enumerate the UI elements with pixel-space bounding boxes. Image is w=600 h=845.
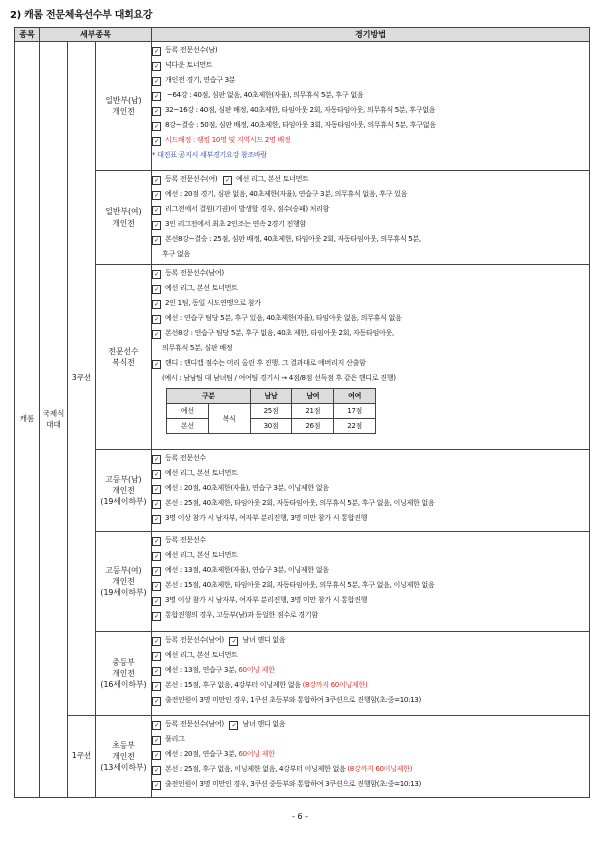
method-line xyxy=(152,632,589,647)
method-text: 리그전에서 결원(기권)이 발생할 경우, 점수(승패) 처리함 xyxy=(165,204,330,213)
handicap-header: 남남 xyxy=(250,389,292,404)
method-text: (예시 : 남남팀 대 남녀팀 / 여여팀 경기시 → 4점/8점 선득점 후 같은 핸디로 진행) xyxy=(162,373,396,382)
checkbox-icon: ✓ xyxy=(152,122,161,131)
method-line xyxy=(152,87,589,102)
sub-event-cell xyxy=(96,716,152,798)
method-text: * 대진표 공지시 세부경기요강 참조바람 xyxy=(152,150,267,159)
method-line xyxy=(152,776,589,791)
checkbox-icon: ✓ xyxy=(152,92,161,101)
section-row xyxy=(15,632,590,716)
sub-event-name: 고등부(여) xyxy=(105,565,142,575)
sub-event-name: 복식전 xyxy=(112,358,135,367)
section-row xyxy=(15,265,590,450)
method-text: 예선 리그, 본선 토너먼트 xyxy=(235,174,309,183)
method-text: 예선 : 20점 경기, 심판 없음, 40초제한(자율), 연습구 3분, 의무휴식 없음, 후구 있음 xyxy=(165,189,408,198)
sub-event-name: 개인전 xyxy=(112,485,135,495)
checkbox-icon: ✓ xyxy=(152,62,161,71)
method-line xyxy=(152,480,589,495)
method-cell xyxy=(152,532,590,632)
handicap-label: 본선 xyxy=(167,419,209,434)
sub-event-cell xyxy=(96,42,152,171)
method-text: 남녀 핸디 없음 xyxy=(242,635,286,644)
handicap-table xyxy=(166,388,376,434)
checkbox-icon: ✓ xyxy=(152,77,161,86)
method-text: 본선 : 25점, 40초제한, 타임아웃 2회, 자동타임아웃, 의무휴식 5분, 후구 없음, 이닝제한 없음 xyxy=(165,498,435,507)
sub-event-name: 개인전 xyxy=(112,751,135,761)
sub-event-name: 개인전 xyxy=(112,218,135,228)
method-text: 출전인원이 3명 미만인 경우, 1쿠션 초등부와 통합하여 3쿠션으로 진행함(초:중=10:13) xyxy=(165,695,421,704)
checkbox-icon: ✓ xyxy=(152,612,161,621)
method-text: 후구 없음 xyxy=(162,249,190,258)
sub-event-name: 개인전 xyxy=(112,107,135,116)
method-line xyxy=(152,465,589,480)
header-event: 종목 xyxy=(15,28,40,42)
method-line xyxy=(152,731,589,746)
checkbox-icon: ✓ xyxy=(152,500,161,509)
method-line xyxy=(152,450,589,465)
category-line-2: 대대 xyxy=(46,419,61,429)
handicap-header-row xyxy=(167,389,376,404)
method-text: 3명 이상 참가 시 남자부, 여자부 분리진행, 3명 미만 참가 시 통합진행 xyxy=(165,513,368,522)
method-text: 등록 전문선수(여) xyxy=(165,174,218,183)
method-text: 예선 리그, 본선 토너먼트 xyxy=(165,550,238,559)
method-text: 등록 전문선수 xyxy=(165,453,206,462)
method-line xyxy=(152,295,589,310)
method-text-red: (8강까지 60이닝제한) xyxy=(302,680,368,689)
method-text: 2인 1팀, 동일 시도연맹으로 참가 xyxy=(165,298,261,307)
sub-event-name: 개인전 xyxy=(112,576,135,586)
method-text: 예선 리그, 본선 토너먼트 xyxy=(165,283,238,292)
page-number: - 6 - xyxy=(292,812,308,821)
sub-event-name: 고등부(남) xyxy=(105,474,142,484)
handicap-value: 22점 xyxy=(334,419,376,434)
checkbox-icon: ✓ xyxy=(152,270,161,279)
method-text: 남녀 핸디 없음 xyxy=(242,719,286,728)
checkbox-icon: ✓ xyxy=(152,47,161,56)
checkbox-icon: ✓ xyxy=(152,781,161,790)
method-line xyxy=(152,57,589,72)
method-line xyxy=(152,147,589,162)
method-text: 개인전 경기, 연습구 3분 xyxy=(165,75,236,84)
sub-event-name: 전문선수 xyxy=(108,346,139,356)
checkbox-icon: ✓ xyxy=(152,667,161,676)
page-title: 2) 캐롬 전문체육선수부 대회요강 xyxy=(10,10,153,21)
checkbox-icon: ✓ xyxy=(152,682,161,691)
handicap-value: 21점 xyxy=(292,404,334,419)
method-text: 3인 리그전에서 최초 2인조는 연속 2경기 진행함 xyxy=(165,219,306,228)
checkbox-icon: ✓ xyxy=(152,285,161,294)
method-text: 예선 : 13점, 연습구 3분, xyxy=(165,665,239,674)
method-line xyxy=(152,532,589,547)
method-text: 등록 전문선수(남여) xyxy=(165,719,224,728)
handicap-row xyxy=(167,419,376,434)
sub-event-name: 일반부(여) xyxy=(105,207,142,217)
sub-event-name: (13세이하부) xyxy=(100,763,147,773)
method-text: 예선 : 20점, 연습구 3분, xyxy=(165,749,239,758)
method-line xyxy=(152,607,589,622)
method-line xyxy=(152,42,589,57)
checkbox-icon: ✓ xyxy=(152,736,161,745)
method-text: 시드배정 : 랭킹 10명 및 지역시드 2명 배정 xyxy=(165,135,291,144)
checkbox-icon: ✓ xyxy=(152,330,161,339)
method-line xyxy=(152,246,589,261)
method-text: 예선 : 연습구 팀당 5분, 후구 있음, 40초제한(자율), 타임아웃 없음, 의무휴식 없음 xyxy=(165,313,402,322)
checkbox-icon: ✓ xyxy=(152,582,161,591)
method-line xyxy=(152,310,589,325)
method-line xyxy=(152,280,589,295)
section-row xyxy=(15,42,590,171)
method-line xyxy=(152,355,589,370)
checkbox-icon: ✓ xyxy=(152,455,161,464)
checkbox-icon: ✓ xyxy=(152,300,161,309)
method-line xyxy=(152,577,589,592)
method-line xyxy=(152,370,589,385)
checkbox-icon: ✓ xyxy=(152,567,161,576)
checkbox-icon: ✓ xyxy=(223,176,232,185)
method-line xyxy=(152,662,589,677)
method-line xyxy=(152,761,589,776)
cushion3-cell: 3쿠션 xyxy=(68,42,96,716)
method-text: ~64강 : 40점, 심판 없음, 40초제한(자율), 의무휴식 5분, 후구 없음 xyxy=(165,90,364,99)
method-line xyxy=(152,692,589,707)
method-text: 출전인원이 3명 미만인 경우, 3쿠션 중등부와 통합하여 3쿠션으로 진행함(초:중=10:13) xyxy=(165,779,421,788)
sub-event-name: 일반부(남) xyxy=(105,95,142,105)
method-line xyxy=(152,171,589,186)
handicap-header: 남여 xyxy=(292,389,334,404)
method-text: 32~16강 : 40점, 심판 배정, 40초제한, 타임아웃 2회, 자동타임아웃, 의무휴식 5분, 후구없음 xyxy=(165,105,436,114)
method-cell xyxy=(152,42,590,171)
method-text: 의무휴식 5분, 심판 배정 xyxy=(162,343,233,352)
handicap-header: 구분 xyxy=(167,389,251,404)
rules-table xyxy=(14,27,590,798)
method-cell xyxy=(152,171,590,265)
cushion1-cell: 1쿠션 xyxy=(68,716,96,798)
method-line xyxy=(152,201,589,216)
sub-event-name: (19세이하부) xyxy=(100,588,147,598)
method-cell xyxy=(152,450,590,532)
sub-event-cell xyxy=(96,265,152,450)
table-header-row xyxy=(15,28,590,42)
event-cell: 캐롬 xyxy=(15,42,40,798)
checkbox-icon: ✓ xyxy=(152,515,161,524)
checkbox-icon: ✓ xyxy=(152,766,161,775)
handicap-label: 예선 xyxy=(167,404,209,419)
method-text: 본선 : 15점, 후구 없음, 4강부터 이닝제한 없음 xyxy=(165,680,303,689)
method-line xyxy=(152,265,589,280)
sub-event-name: (19세이하부) xyxy=(100,497,147,507)
method-line xyxy=(152,495,589,510)
method-line xyxy=(152,547,589,562)
checkbox-icon: ✓ xyxy=(152,470,161,479)
checkbox-icon: ✓ xyxy=(152,206,161,215)
method-line xyxy=(152,592,589,607)
sub-event-cell xyxy=(96,632,152,716)
method-line xyxy=(152,325,589,340)
method-text: 8강~결승 : 50점, 심판 배정, 40초제한, 타임아웃 3회, 자동타임아웃, 의무휴식 5분, 후구없음 xyxy=(165,120,436,129)
section-row xyxy=(15,716,590,798)
checkbox-icon: ✓ xyxy=(152,221,161,230)
method-text: 예선 리그, 본선 토너먼트 xyxy=(165,650,238,659)
header-detail: 세부종목 xyxy=(40,28,152,42)
method-cell xyxy=(152,265,590,450)
method-text: 본선 : 25점, 후구 없음, 이닝제한 없음, 4강부터 이닝제한 없음 xyxy=(165,764,348,773)
method-text: 3명 이상 참가 시 남자부, 여자부 분리진행, 3명 미만 참가 시 통합진행 xyxy=(165,595,368,604)
method-text: 본선8강~결승 : 25점, 심판 배정, 40초제한, 타임아웃 2회, 자동타임아웃, 의무휴식 5분, xyxy=(165,234,421,243)
method-text: 예선 : 20점, 40초제한(자율), 연습구 3분, 이닝제한 없음 xyxy=(165,483,329,492)
sub-event-name: 개인전 xyxy=(112,668,135,678)
checkbox-icon: ✓ xyxy=(152,176,161,185)
checkbox-icon: ✓ xyxy=(152,637,161,646)
method-line xyxy=(152,102,589,117)
checkbox-icon: ✓ xyxy=(152,315,161,324)
method-line xyxy=(152,677,589,692)
category-cell xyxy=(40,42,68,798)
handicap-value: 25점 xyxy=(250,404,292,419)
handicap-value: 17점 xyxy=(334,404,376,419)
header-method: 경기방법 xyxy=(152,28,590,42)
checkbox-icon: ✓ xyxy=(152,485,161,494)
method-line xyxy=(152,132,589,147)
checkbox-icon: ✓ xyxy=(229,637,238,646)
category-line-1: 국제식 xyxy=(42,409,65,419)
sub-event-cell xyxy=(96,450,152,532)
sub-event-cell xyxy=(96,532,152,632)
checkbox-icon: ✓ xyxy=(152,537,161,546)
checkbox-icon: ✓ xyxy=(152,191,161,200)
checkbox-icon: ✓ xyxy=(152,697,161,706)
method-text: 풀리그 xyxy=(165,734,185,743)
method-text: 넉다운 토너먼트 xyxy=(165,60,213,69)
handicap-row xyxy=(167,404,376,419)
method-text: 등록 전문선수 xyxy=(165,535,206,544)
method-line xyxy=(152,117,589,132)
checkbox-icon: ✓ xyxy=(152,107,161,116)
method-text: 핸디 : 핸디캡 점수는 미리 올린 후 진행. 그 결과대로 에버리지 산출함 xyxy=(165,358,366,367)
checkbox-icon: ✓ xyxy=(152,652,161,661)
method-line xyxy=(152,72,589,87)
method-text-red: 60이닝 제한 xyxy=(238,665,275,674)
method-text: 예선 리그, 본선 토너먼트 xyxy=(165,468,238,477)
method-text: 본선8강 : 연습구 팀당 5분, 후구 없음, 40초 제한, 타임아웃 2회, 자동타임아웃, xyxy=(165,328,394,337)
method-line xyxy=(152,216,589,231)
sub-event-name: 중등부 xyxy=(112,657,135,667)
checkbox-icon: ✓ xyxy=(152,360,161,369)
method-text: 통합진행의 경우, 고등부(남)과 동일한 점수로 경기함 xyxy=(165,610,318,619)
method-line xyxy=(152,746,589,761)
section-row xyxy=(15,450,590,532)
method-text: 등록 전문선수(남) xyxy=(165,45,218,54)
section-row xyxy=(15,171,590,265)
method-line xyxy=(152,562,589,577)
checkbox-icon: ✓ xyxy=(152,597,161,606)
section-row xyxy=(15,532,590,632)
checkbox-icon: ✓ xyxy=(152,721,161,730)
checkbox-icon: ✓ xyxy=(152,137,161,146)
handicap-mid: 복식 xyxy=(208,404,250,434)
checkbox-icon: ✓ xyxy=(229,721,238,730)
method-cell xyxy=(152,716,590,798)
method-text: 등록 전문선수(남여) xyxy=(165,635,224,644)
sub-event-name: 초등부 xyxy=(112,740,135,750)
method-line xyxy=(152,716,589,731)
sub-event-cell xyxy=(96,171,152,265)
method-line xyxy=(152,647,589,662)
method-text-red: 60이닝 제한 xyxy=(238,749,275,758)
method-line xyxy=(152,186,589,201)
method-text: 예선 : 13점, 40초제한(자율), 연습구 3분, 이닝제한 없음 xyxy=(165,565,329,574)
method-text: 본선 : 15점, 40초제한, 타임아웃 2회, 자동타임아웃, 의무휴식 5분, 후구 없음, 이닝제한 없음 xyxy=(165,580,435,589)
method-line xyxy=(152,231,589,246)
handicap-value: 26점 xyxy=(292,419,334,434)
checkbox-icon: ✓ xyxy=(152,751,161,760)
method-text: 등록 전문선수(남여) xyxy=(165,268,224,277)
checkbox-icon: ✓ xyxy=(152,236,161,245)
method-line xyxy=(152,340,589,355)
sub-event-name: (16세이하부) xyxy=(100,680,147,690)
method-text-red: (8강까지 60이닝제한) xyxy=(347,764,413,773)
method-line xyxy=(152,510,589,525)
handicap-header: 여여 xyxy=(334,389,376,404)
method-cell xyxy=(152,632,590,716)
checkbox-icon: ✓ xyxy=(152,552,161,561)
handicap-value: 30점 xyxy=(250,419,292,434)
